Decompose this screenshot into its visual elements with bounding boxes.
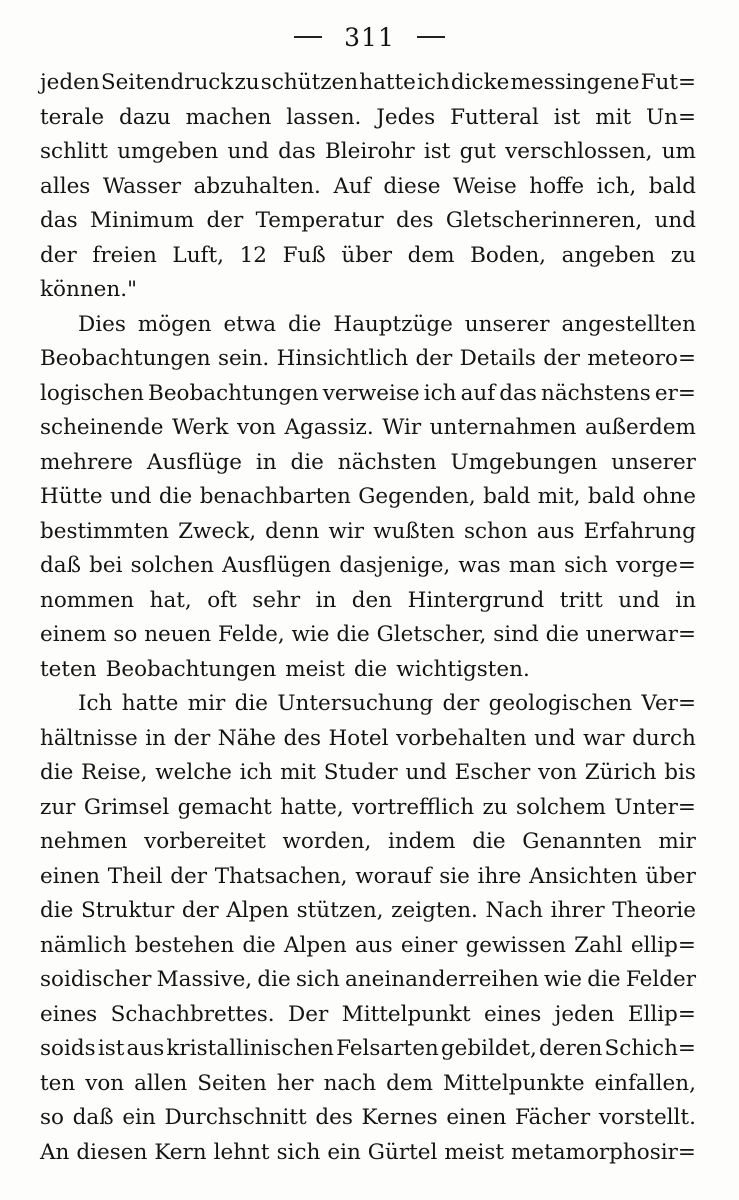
text-line: daß bei solchen Ausflügen dasjenige, was man sich vorge= [40, 553, 696, 578]
text-line: alles Wasser abzuhalten. Auf diese Weise hoffe ich, bald [40, 173, 696, 199]
text-line: hältnisse in der Nähe des Hotel vorbehalten und war durch [40, 725, 696, 751]
text-line: bestimmten Zweck, denn wir wußten schon aus Erfahrung [40, 518, 696, 544]
right-dash [417, 36, 445, 38]
text-line: soidischer Massive, die sich aneinanderreihen wie die Felder [40, 967, 696, 992]
text-line: nehmen vorbereitet worden, indem die Genannten mir [40, 829, 696, 854]
text-line: teten Beobachtungen meist die wichtigsten. [40, 656, 530, 682]
text-line: An diesen Kern lehnt sich ein Gürtel meist metamorphosir= [40, 1139, 696, 1165]
text-line: schlitt umgeben und das Bleirohr ist gut verschlossen, um [40, 139, 696, 164]
text-line: der freien Luft, 12 Fuß über dem Boden, angeben zu [40, 242, 696, 268]
text-line: jeden Seitendruck zu schützen hatte ich dicke messingene Fut= [40, 70, 696, 95]
text-line: einem so neuen Felde, wie die Gletscher, sind die unerwar= [40, 622, 696, 647]
text-line: einen Theil der Thatsachen, worauf sie ihre Ansichten über [40, 863, 696, 889]
text-line: soids ist aus kristallinischen Felsarten gebildet, deren Schich= [40, 1036, 696, 1061]
text-line: die Reise, welche ich mit Studer und Escher von Zürich bis [40, 760, 696, 785]
text-line: terale dazu machen lassen. Jedes Futteral ist mit Un= [40, 104, 696, 130]
text-line: das Minimum der Temperatur des Gletscherinneren, und [40, 208, 696, 233]
page-header [0, 20, 739, 54]
text-line: eines Schachbrettes. Der Mittelpunkt eines jeden Ellip= [40, 1001, 696, 1027]
text-line: mehrere Ausflüge in die nächsten Umgebungen unserer [40, 449, 696, 475]
text-line: Dies mögen etwa die Hauptzüge unserer angestellten [78, 311, 696, 337]
text-line: so daß ein Durchschnitt des Kernes einen Fächer vorstellt. [40, 1105, 696, 1130]
text-line: die Struktur der Alpen stützen, zeigten. Nach ihrer Theorie [40, 898, 696, 923]
text-line: Beobachtungen sein. Hinsichtlich der Details der meteoro= [40, 346, 696, 371]
text-line: zur Grimsel gemacht hatte, vortrefflich zu solchem Unter= [40, 794, 696, 820]
text-line: nommen hat, oft sehr in den Hintergrund tritt und in [40, 587, 696, 613]
text-line: können." [40, 277, 137, 302]
left-dash [294, 36, 322, 38]
body-text [40, 66, 696, 1170]
text-line: Hütte und die benachbarten Gegenden, bald mit, bald ohne [40, 484, 696, 509]
text-line: ten von allen Seiten her nach dem Mittelpunkte einfallen, [40, 1070, 696, 1096]
text-line: logischen Beobachtungen verweise ich auf das nächstens er= [40, 380, 696, 406]
page-number: 311 [344, 22, 395, 52]
text-line: nämlich bestehen die Alpen aus einer gewissen Zahl ellip= [40, 932, 696, 958]
text-line: scheinende Werk von Agassiz. Wir unternahmen außerdem [40, 415, 696, 440]
text-line: Ich hatte mir die Untersuchung der geologischen Ver= [78, 691, 696, 716]
